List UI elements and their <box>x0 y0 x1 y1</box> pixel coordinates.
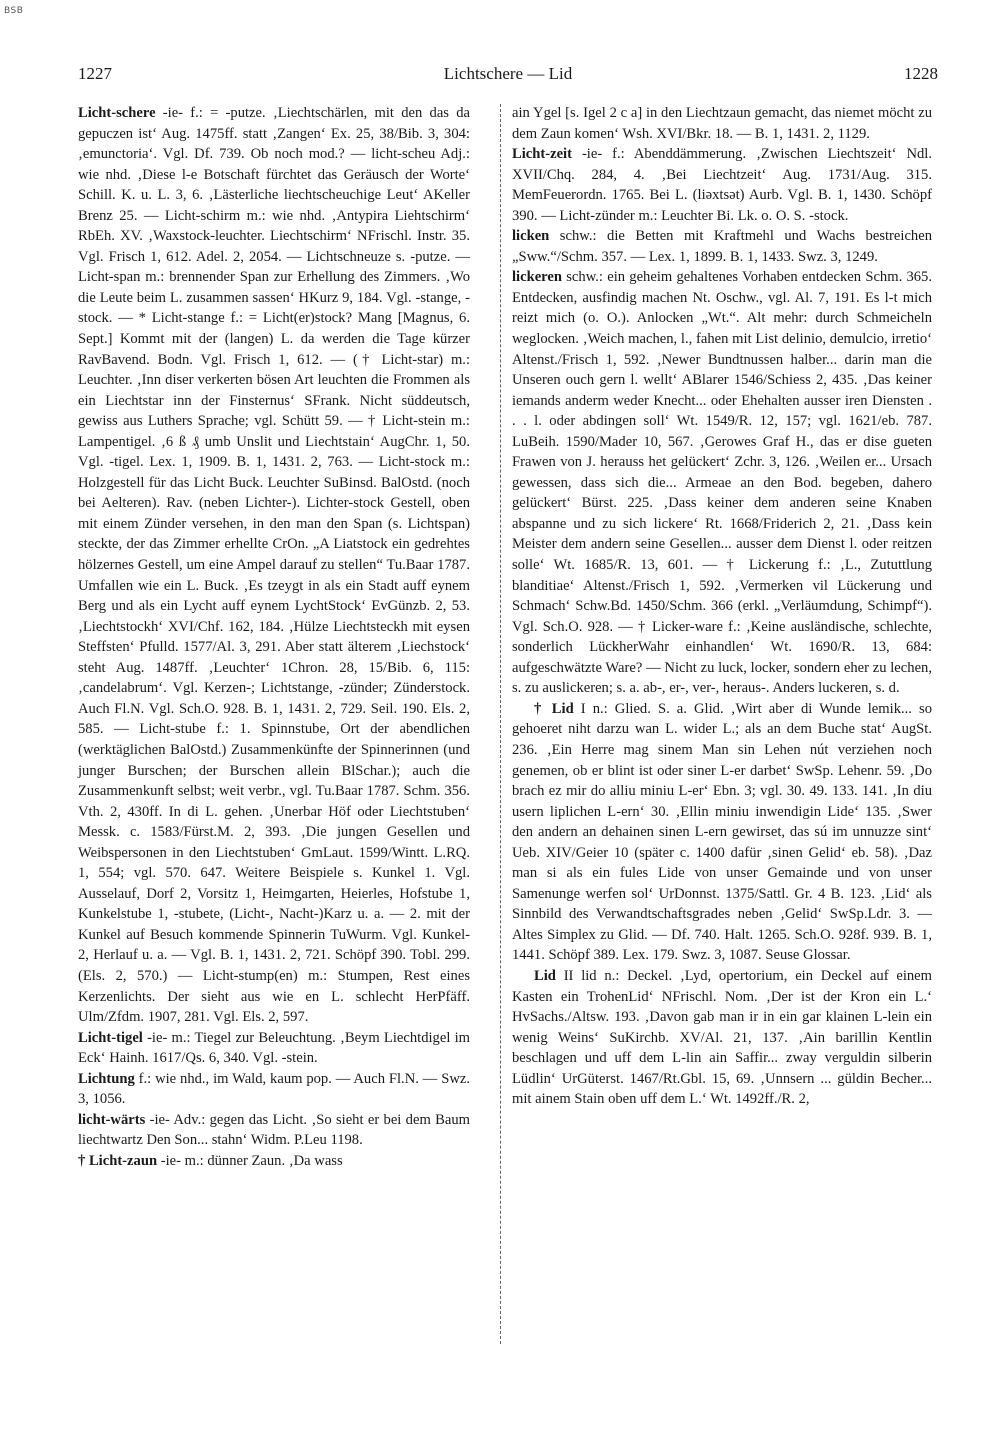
entry-text: ain Ygel [s. Igel 2 c a] in den Liechtzaun gemacht, das niemet möcht zu dem Zaun komen‘ Wsh. XVI/Bkr. 18. — B. 1, 1431. 2, 1129. <box>512 105 932 142</box>
right-column <box>512 103 932 1110</box>
entry-text: -ie- Adv.: gegen das Licht. ‚So sieht er bei dem Baum liechtwartz Den Son... stahn‘ Widm. P.Leu 1198. <box>78 1111 470 1149</box>
left-column <box>78 103 470 1171</box>
entry-lickeren <box>512 267 932 698</box>
entry-text: -ie- m.: dünner Zaun. ‚Da wass <box>157 1152 343 1169</box>
entry-text: -ie- m.: Tiegel zur Beleuchtung. ‚Beym Liechtdigel im Eck‘ Hainh. 1617/Qs. 6, 340. Vgl. -stein. <box>78 1029 470 1067</box>
entry-licht-zeit <box>512 144 932 226</box>
entry-continuation <box>512 103 932 144</box>
entry-headword: Licht-tigel <box>78 1029 143 1046</box>
page-header <box>78 64 938 86</box>
entry-licken <box>512 226 932 267</box>
entry-headword: licken <box>512 228 550 245</box>
entry-headword: lickeren <box>512 269 562 286</box>
entry-lid-2 <box>512 966 932 1110</box>
entry-text: -ie- f.: Abenddämmerung. ‚Zwischen Liechtszeit‘ Ndl. XVII/Chq. 284, 4. ‚Bei Liechtzeit‘ Aug. 1731/Aug. 315. MemFeuerordn. 1765. Bei L. (liəxtsət) Aurb. Vgl. B. 1, 1430. Schöpf 390. — Licht-zünder m.: Leuchter Bi. Lk. o. O. S. -stock. <box>512 146 932 224</box>
entry-headword: Lichtung <box>78 1070 135 1087</box>
entry-headword: Lid <box>534 967 556 984</box>
page-number-left: 1227 <box>78 64 112 83</box>
entry-headword: † Licht-zaun <box>78 1152 158 1169</box>
entry-text: schw.: ein geheim gehaltenes Vorhaben entdecken Schm. 365. Entdecken, ausfindig machen Nt. Oschw., vgl. Al. 7, 191. Es l-t mich reizt mich (o. O.). Anlocken „Wt.“. Alt mehr: durch Schmeicheln weglocken. ‚Weich machen, l., fahen mit List delinio, demulcio, irretio‘ Altenst./Frisch 1, 592. ‚Newer Bundtnussen halber... darin man die Unseren ouch gern l. wellt‘ ABlarer 1546/Schiess 2, 435. ‚Das keiner iemands anderm weder Knecht... oder Ehehalten ausser iren Diensten . . . l. oder abdingen soll‘ Wt. 1549/R. 12, 157; vgl. 1621/eb. 787. LuBeih. 1590/Mader 10, 567. ‚Gerowes Graf H., das er dise gueten Frawen von J. herauss het gelückert‘ Zchr. 3, 126. ‚Weilen er... Ursach gewessen, dass sich die... Armeae an den Bod. begeben, dahero gelückert‘ Bürst. 225. ‚Dass keiner dem anderen seine Knaben abspanne und zu sich lickere‘ Rt. 1668/Friderich 2, 21. ‚Dass kein Meister dem andern seine Gesellen... ausser dem Dienst l. oder reitzen solle‘ Wt. 1685/R. 13, 601. — † Lickerung f.: ‚L., Zututtlung blanditiae‘ Altenst./Frisch 1, 592. ‚Vermerken vil Lückerung und Schmach‘ Schw.Bd. 1450/Schm. 366 (erkl. „Verläumdung, Schimpf“). Vgl. Sch.O. 928. — † Licker-ware f.: ‚Keine ausländische, schlechte, sonderlich LückherWahr einhandlen‘ Wt. 1690/R. 13, 684: aufgeschwätzte Ware? — Nicht zu luck, locker, sondern eher zu lechen, s. zu auslickeren; s. a. ab-, er-, ver-, heraus-. Anders luckeren, s. d. <box>512 269 932 697</box>
entry-headword: Licht-schere <box>78 105 156 121</box>
entry-licht-schere <box>78 103 470 1028</box>
entry-text: -ie- f.: = -putze. ‚Liechtschärlen, mit den das da gepuczen ist‘ Aug. 1475ff. statt ‚Zangen‘ Ex. 25, 38/Bib. 3, 304: ‚emunctoria‘. Vgl. Df. 739. Ob noch mod.? — licht-scheu Adj.: wie nhd. ‚Diese l-e Botschaft fürchtet das Geräusch der Worte‘ Schill. K. u. L. 3, 6. ‚Lästerliche liechtscheuchige Leut‘ AKeller Brenz 25. — Licht-schirm m.: wie nhd. ‚Antypira Liehtschirm‘ RbEh. XV. ‚Waxstock-leuchter. Liechtschirm‘ NFrischl. Instr. 35. Vgl. Frisch 1, 612. Adel. 2, 2054. — Lichtschneuze s. -putze. — Licht-span m.: brennender Span zur Erhellung des Zimmers. ‚Wo die Leute beim L. zusammen sassen‘ HKurz 9, 184. Vgl. -stange, -stock. — * Licht-stange f.: = Licht(er)stock? Mang [Magnus, 6. Sept.] Kommt mit der (langen) L. da werden die Tage kürzer RavBavend. Bodn. Vgl. Frisch 1, 612. — († Licht-star) m.: Leuchter. ‚Inn diser verkerten bösen Art leuchten die Frommen als ein Liechtstar inn der Finsternus‘ SFrank. Nicht süddeutsch, gewiss aus Luthers Sprache; vgl. Schütt 59. — † Licht-stein m.: Lampentigel. ‚6 ß ₰ umb Unslit und Liechtstain‘ AugChr. 1, 50. Vgl. -tigel. Lex. 1, 1909. B. 1, 1431. 2, 763. — Licht-stock m.: Holzgestell für das Licht Buck. Leuchter SuBinsd. BalOstd. (noch bei Aelteren). Rav. (neben Lichter-). Lichter-stock Gestell, oben mit einem Zünder versehen, in den man den Span (s. Lichtspan) steckte, der das Zimmer erhellte CrOn. „A Liatstock ein gedrehtes hölzernes Gestell, um eine Ampel darauf zu stellen“ Tu.Baar 1787. Umfallen wie ein L. Buck. ‚Es tzeygt in als ein Stadt auff eynem Berg und als ein Lycht auff eynem LychtStock‘ EvGünzb. 2, 53. ‚Liechtstockh‘ XVI/Chf. 162, 184. ‚Hülze Liechtsteckh mit eysen Steffsten‘ Pfulld. 1577/Al. 3, 291. Aber statt älterem ‚Liechstock‘ steht Aug. 1487ff. ‚Leuchter‘ 1Chron. 28, 15/Bib. 6, 115: ‚candelabrum‘. Vgl. Kerzen-; Lichtstange, -zünder; Zünderstock. Auch Fl.N. Vgl. Sch.O. 928. B. 1, 1431. 2, 729. Seil. 190. Els. 2, 585. — Licht-stube f.: 1. Spinnstube, Ort der abendlichen (werktäglichen BalOstd.) Zusammenkünfte der Spinnerinnen (und junger Burschen; der Burschen allein BlSchar.); auch die Zusammenkunft selbst; weit verbr., vgl. Tu.Baar 1787. Schm. 356. Vth. 2, 430ff. In di L. gehen. ‚Unerbar Höf oder Liechtstuben‘ Messk. c. 1583/Fürst.M. 2, 393. ‚Die jungen Gesellen und Weibspersonen in den Liechtstuben‘ GmLaut. 1599/Wintt. L.RQ. 1, 554; vgl. 570. 647. Weitere Beispiele s. Kunkel 1. Vgl. Ausselauf, Dorf 2, Vorsitz 1, Heimgarten, Heierles, Hofstube 1, Kunkelstube 1, -stubete, (Licht-, Nacht-)Karz u. a. — 2. mit der Kunkel auf Besuch kommende Spinnerin TuWurm. Vgl. Kunkel- 2, Herlauf u. a. — Vgl. B. 1, 1431. 2, 721. Schöpf 390. Tobl. 299. (Els. 2, 570.) — Licht-stump(en) m.: Stumpen, Rest eines Kerzenlichts. Der sieht aus wie en L. schlecht HerPfäff. Ulm/Zfdm. 1907, 281. Vgl. Els. 2, 597. <box>78 105 470 1026</box>
entry-lid-1 <box>512 699 932 966</box>
entry-lichtung <box>78 1069 470 1110</box>
entry-headword: licht-wärts <box>78 1111 146 1128</box>
entry-licht-zaun <box>78 1151 470 1172</box>
entry-text: I n.: Glied. S. a. Glid. ‚Wirt aber di Wunde lemik... so gehoeret niht darzu wan L. wider L.; als an dem Buche stat‘ AugSt. 236. ‚Ein Herre mag sinem Man sin Lehen nút verziehen noch genemen, ob er blint ist oder siner L-er darbet‘ SwSp. Lehenr. 59. ‚Do brach ez mir do alliu miniu L-er‘ Ebn. 3; vgl. 30. 49. 133. 141. ‚In diu usern liplichen L-ern‘ 30. ‚Ellin miniu inwendigin Lide‘ 135. ‚Swer den andern an dehainen sinen L-ern gewirset, das sú im unnuzze sint‘ Ueb. XIV/Geier 10 (später c. 1400 dafür ‚sinen Gelid‘ eb. 58). ‚Daz man si als ein fules Lide von unser Gemainde und von unser Samenunge werfen sol‘ UrDonnst. 1375/Sattl. Gr. 4 B. 123. ‚Lid‘ als Sinnbild des Verwandtschaftsgrades neben ‚Gelid‘ SwSp.Ldr. 3. — Altes Simplex zu Glid. — Df. 740. Halt. 1265. Sch.O. 928f. 939. B. 1, 1441. Schöpf 389. Lex. 179. Swz. 3, 1087. Seuse Glossar. <box>512 700 932 964</box>
column-divider <box>500 104 501 1344</box>
entry-headword: † Lid <box>534 700 574 717</box>
library-stamp: BSB <box>4 6 24 16</box>
entry-licht-waerts <box>78 1110 470 1151</box>
page-number-right: 1228 <box>904 64 938 83</box>
entry-text: II lid n.: Deckel. ‚Lyd, opertorium, ein Deckel auf einem Kasten ein TrohenLid‘ NFrischl. Nom. ‚Der ist der Kron ein L.‘ HvSachs./Altsw. 193. ‚Davon gab man ir in ein gar klainen L-lein ein wenig Weins‘ SuKirchb. XV/Al. 21, 137. ‚Ain barillin Kentlin beschlagen und uff dem L-lin ain Saffir... zway verguldin silberin Lüdlin‘ UrGüterst. 1467/Rt.Gbl. 15, 69. ‚Unnsern ... güldin Becher... mit ainem Stain oben uff dem L.‘ Wt. 1492ff./R. 2, <box>512 967 932 1108</box>
entry-text: schw.: die Betten mit Kraftmehl und Wachs bestreichen „Sww.“/Schm. 357. — Lex. 1, 1899. B. 1, 1433. Swz. 3, 1249. <box>512 228 932 265</box>
running-title: Lichtschere — Lid <box>443 64 573 83</box>
entry-text: f.: wie nhd., im Wald, kaum pop. — Auch Fl.N. — Swz. 3, 1056. <box>78 1070 470 1108</box>
entry-headword: Licht-zeit <box>512 146 572 163</box>
entry-licht-tigel <box>78 1028 470 1069</box>
